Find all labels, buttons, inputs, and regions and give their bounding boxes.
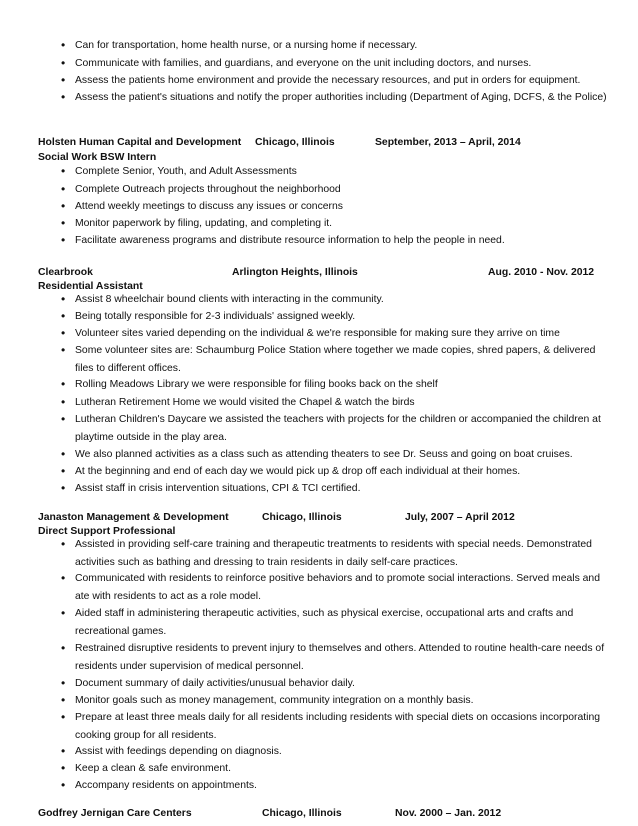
list-item: • Assist 8 wheelchair bound clients with interacting in the community. [75,291,615,309]
job1-location: Chicago, Illinois [255,137,335,148]
list-item: • Lutheran Retirement Home we would visited the Chapel & watch the birds [75,394,615,412]
job1-employer: Holsten Human Capital and Development [38,137,242,148]
list-item: • Assist with feedings depending on diagnosis. [75,743,615,761]
list-item: • Complete Senior, Youth, and Adult Assessments [75,163,615,181]
list-item: • Restrained disruptive residents to prevent injury to themselves and others. Attended to routine health-care needs of residents under supervision of medical personnel. [75,640,615,675]
list-item: • Communicated with residents to reinforce positive behaviors and to promote social interactions. Served meals and ate with residents to act as a role model. [75,570,615,605]
list-item: • Keep a clean & safe environment. [75,760,615,778]
list-item: • Can for transportation, home health nurse, or a nursing home if necessary. [75,37,615,55]
list-item: • Assist staff in crisis intervention situations, CPI & TCI certified. [75,480,615,498]
list-item: • Communicate with families, and guardians, and everyone on the unit including doctors, and nurses. [75,55,615,73]
job3-dates: July, 2007 – April 2012 [405,512,515,523]
job4-employer: Godfrey Jernigan Care Centers [38,808,192,819]
job3-employer: Janaston Management & Development [38,512,229,523]
list-item: • Being totally responsible for 2-3 individuals' assigned weekly. [75,308,615,326]
list-item: • Volunteer sites varied depending on the individual & we're responsible for making sure they arrive on time [75,325,615,343]
list-item: • Aided staff in administering therapeutic activities, such as physical exercise, occupational arts and crafts and recreational games. [75,605,615,640]
job3-location: Chicago, Illinois [262,512,342,523]
list-item: • Facilitate awareness programs and distribute resource information to help the people in need. [75,232,615,250]
job4-location: Chicago, Illinois [262,808,342,819]
job1-dates: September, 2013 – April, 2014 [375,137,521,148]
list-item: • Assess the patient's situations and notify the proper authorities including (Department of Aging, DCFS, & the Police) [75,89,615,107]
list-item: • Some volunteer sites are: Schaumburg Police Station where together we made copies, shred papers, & delivered files to different offices. [75,342,615,377]
list-item: • At the beginning and end of each day we would pick up & drop off each individual at their homes. [75,463,615,481]
list-item: • Rolling Meadows Library we were responsible for filing books back on the shelf [75,376,615,394]
list-item: • Accompany residents on appointments. [75,777,615,795]
job4-dates: Nov. 2000 – Jan. 2012 [395,808,502,819]
job2-location: Arlington Heights, Illinois [232,267,358,278]
list-item: • Assess the patients home environment and provide the necessary resources, and put in orders for equipment. [75,72,615,90]
job2-title: Residential Assistant [38,281,143,292]
list-item: • Complete Outreach projects throughout the neighborhood [75,181,615,199]
job1-title: Social Work BSW Intern [38,152,157,163]
list-item: • Lutheran Children's Daycare we assisted the teachers with projects for the children or accompanied the children at playtime outside in the play area. [75,411,615,446]
list-item: • Assisted in providing self-care training and therapeutic treatments to residents with special needs. Demonstrated activities such as bathing and dressing to train residents in daily self-care practices. [75,536,615,571]
list-item: • We also planned activities as a class such as attending theaters to see Dr. Seuss and going on boat cruises. [75,446,615,464]
list-item: • Attend weekly meetings to discuss any issues or concerns [75,198,615,216]
job3-title: Direct Support Professional [38,526,176,537]
list-item: • Prepare at least three meals daily for all residents including residents with special diets on occasions incorporating cooking group for all residents. [75,709,615,744]
list-item: • Document summary of daily activities/unusual behavior daily. [75,675,615,693]
job2-employer: Clearbrook [38,267,93,278]
job2-dates: Aug. 2010 - Nov. 2012 [488,267,595,278]
list-item: • Monitor goals such as money management, community integration on a monthly basis. [75,692,615,710]
list-item: • Monitor paperwork by filing, updating, and completing it. [75,215,615,233]
